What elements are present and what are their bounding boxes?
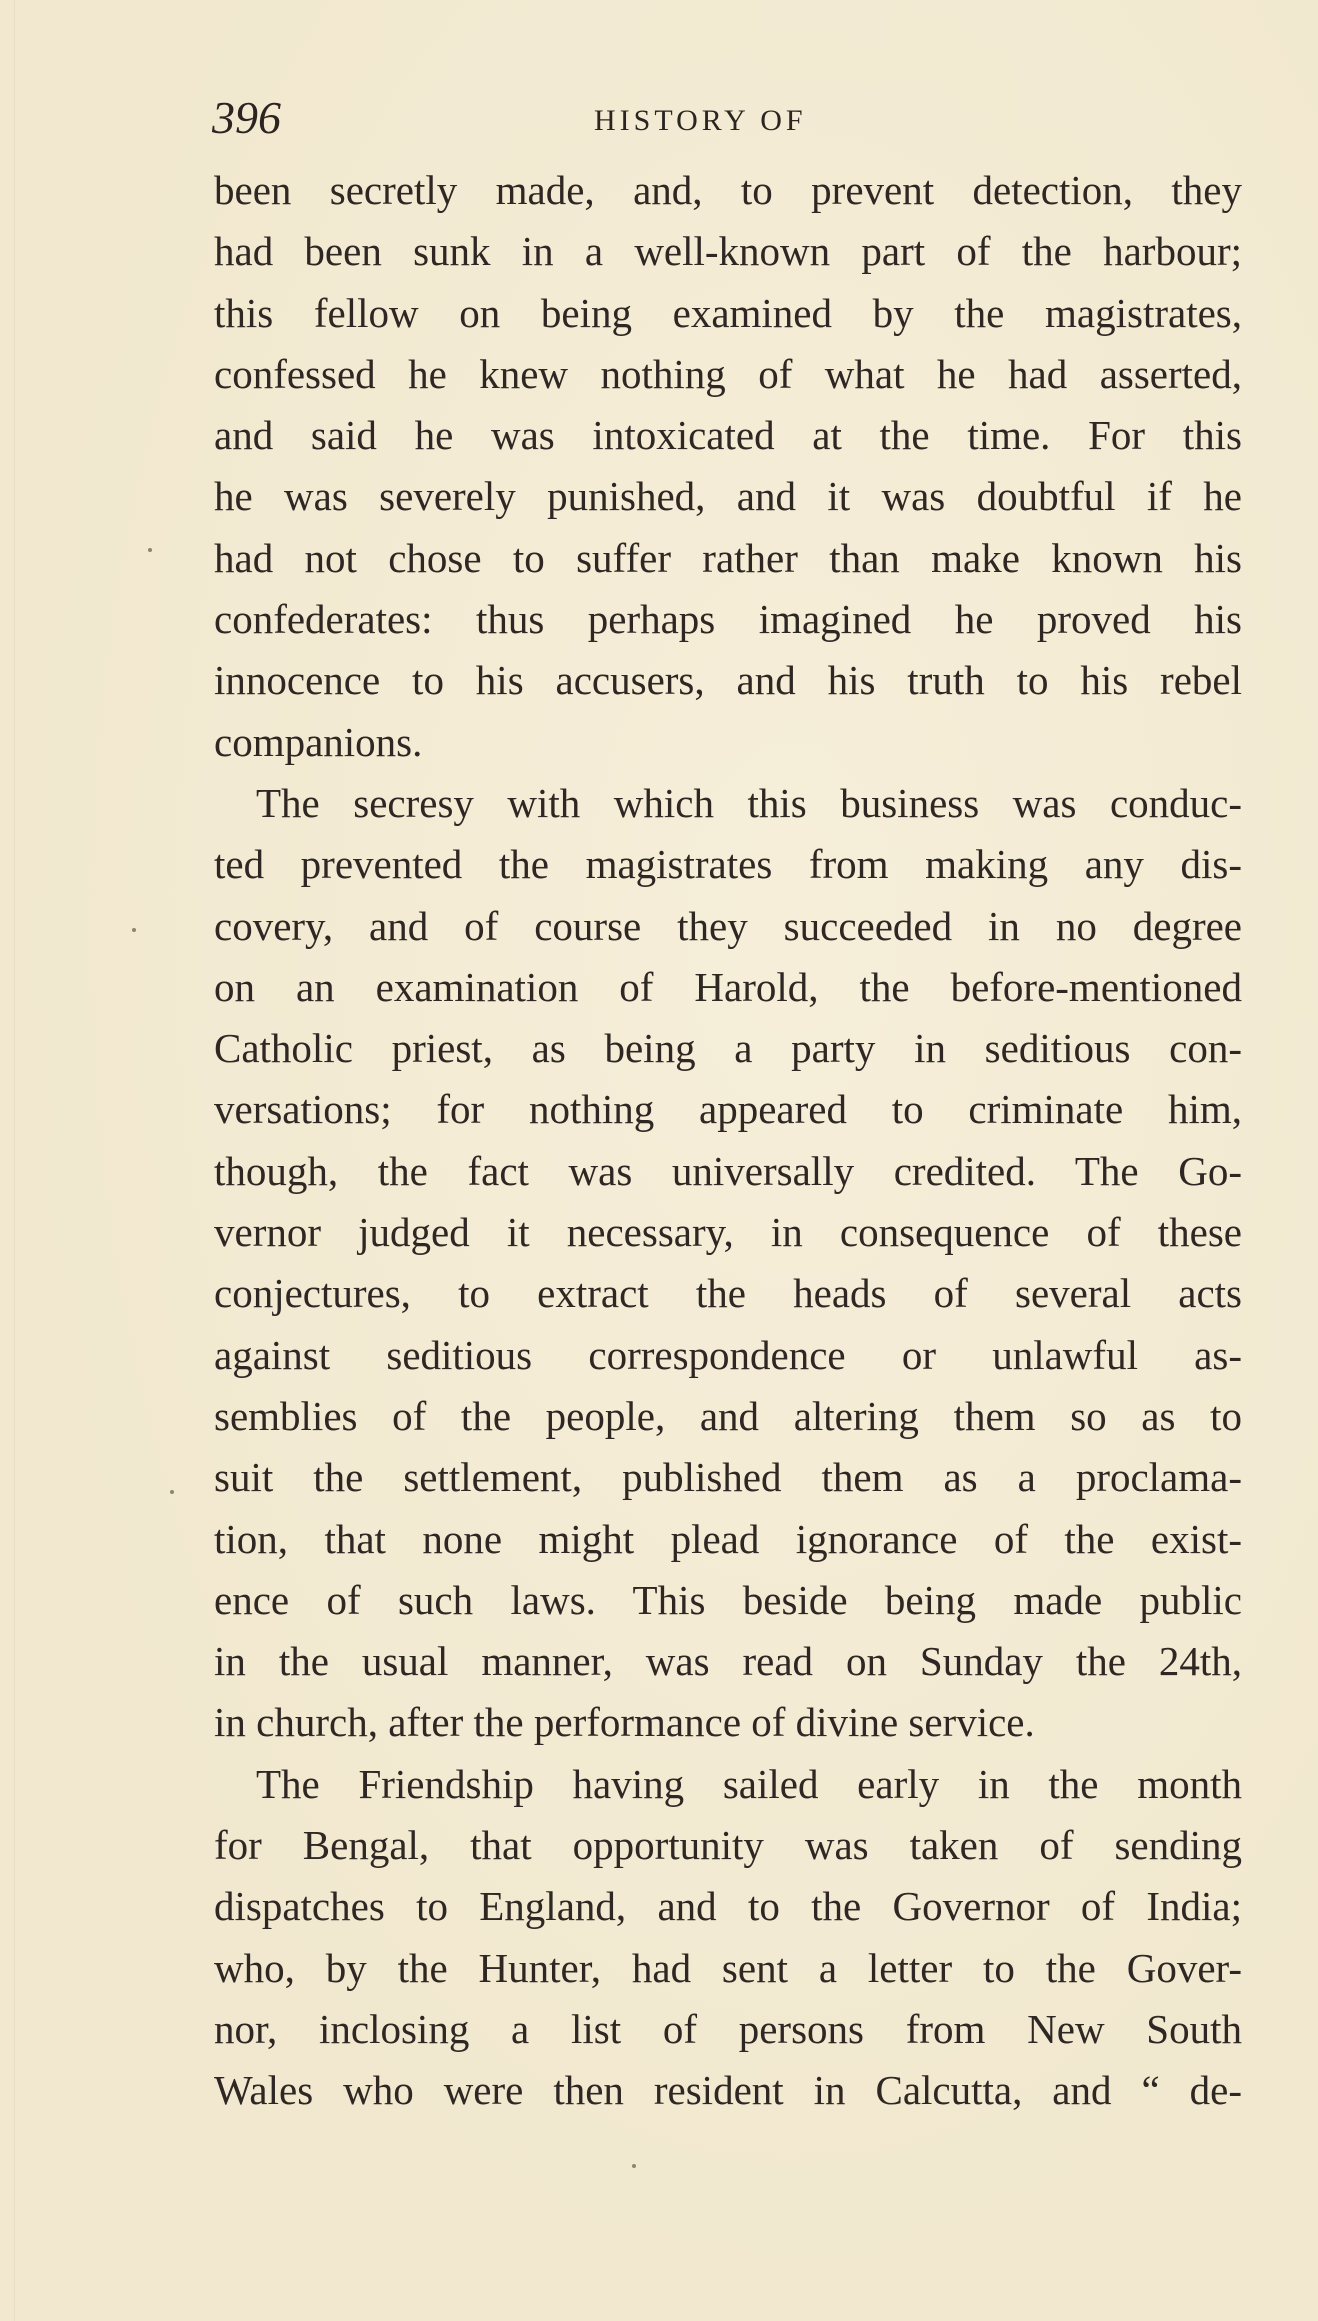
ink-speck xyxy=(132,928,136,932)
text-line: this fellow on being examined by the magistrates, xyxy=(214,289,1242,336)
text-line: for Bengal, that opportunity was taken of sending xyxy=(214,1822,1242,1869)
text-line: The Friendship having sailed early in the month xyxy=(256,1760,1242,1807)
text-line: tion, that none might plead ignorance of the exist- xyxy=(214,1515,1242,1562)
text-line: in church, after the performance of divine service. xyxy=(214,1699,1035,1746)
ink-speck xyxy=(632,2164,636,2168)
text-line: ted prevented the magistrates from making any dis- xyxy=(214,841,1242,888)
text-line: who, by the Hunter, had sent a letter to the Gover- xyxy=(214,1944,1242,1991)
page-edge-line xyxy=(14,0,15,2321)
text-line: confederates: thus perhaps imagined he proved his xyxy=(214,596,1242,643)
text-line: been secretly made, and, to prevent detection, they xyxy=(214,167,1242,213)
text-line: covery, and of course they succeeded in no degree xyxy=(214,902,1242,949)
text-line: and said he was intoxicated at the time. For this xyxy=(214,412,1242,459)
page-header xyxy=(212,88,1212,148)
text-line: vernor judged it necessary, in consequence of these xyxy=(214,1209,1242,1256)
text-line: companions. xyxy=(214,718,423,765)
text-line: had been sunk in a well-known part of the harbour; xyxy=(214,228,1242,275)
running-head: HISTORY OF xyxy=(594,104,807,137)
text-line: innocence to his accusers, and his truth to his rebel xyxy=(214,657,1242,704)
text-line: confessed he knew nothing of what he had asserted, xyxy=(214,350,1242,397)
text-line: Catholic priest, as being a party in seditious con- xyxy=(214,1025,1242,1072)
text-line: ence of such laws. This beside being made public xyxy=(214,1576,1242,1623)
text-line: on an examination of Harold, the before-mentioned xyxy=(214,963,1242,1010)
text-line: suit the settlement, published them as a proclama- xyxy=(214,1454,1242,1501)
ink-speck xyxy=(148,548,152,552)
text-line: had not chose to suffer rather than make known his xyxy=(214,534,1242,581)
text-line: dispatches to England, and to the Governor of India; xyxy=(214,1883,1242,1930)
text-line: though, the fact was universally credited. The Go- xyxy=(214,1147,1242,1194)
text-line: conjectures, to extract the heads of several acts xyxy=(214,1270,1242,1317)
text-line: Wales who were then resident in Calcutta, and “ de- xyxy=(214,2067,1242,2114)
text-line: against seditious correspondence or unlawful as- xyxy=(214,1331,1242,1378)
text-line: The secresy with which this business was conduc- xyxy=(256,779,1242,826)
text-line: semblies of the people, and altering them so as to xyxy=(214,1392,1242,1439)
text-line: versations; for nothing appeared to criminate him, xyxy=(214,1086,1242,1133)
ink-speck xyxy=(170,1490,174,1494)
body-text xyxy=(214,160,1242,2122)
text-line: in the usual manner, was read on Sunday the 24th, xyxy=(214,1638,1242,1685)
page-number: 396 xyxy=(212,92,281,143)
text-line: nor, inclosing a list of persons from New South xyxy=(214,2005,1242,2052)
text-line: he was severely punished, and it was doubtful if he xyxy=(214,473,1242,520)
